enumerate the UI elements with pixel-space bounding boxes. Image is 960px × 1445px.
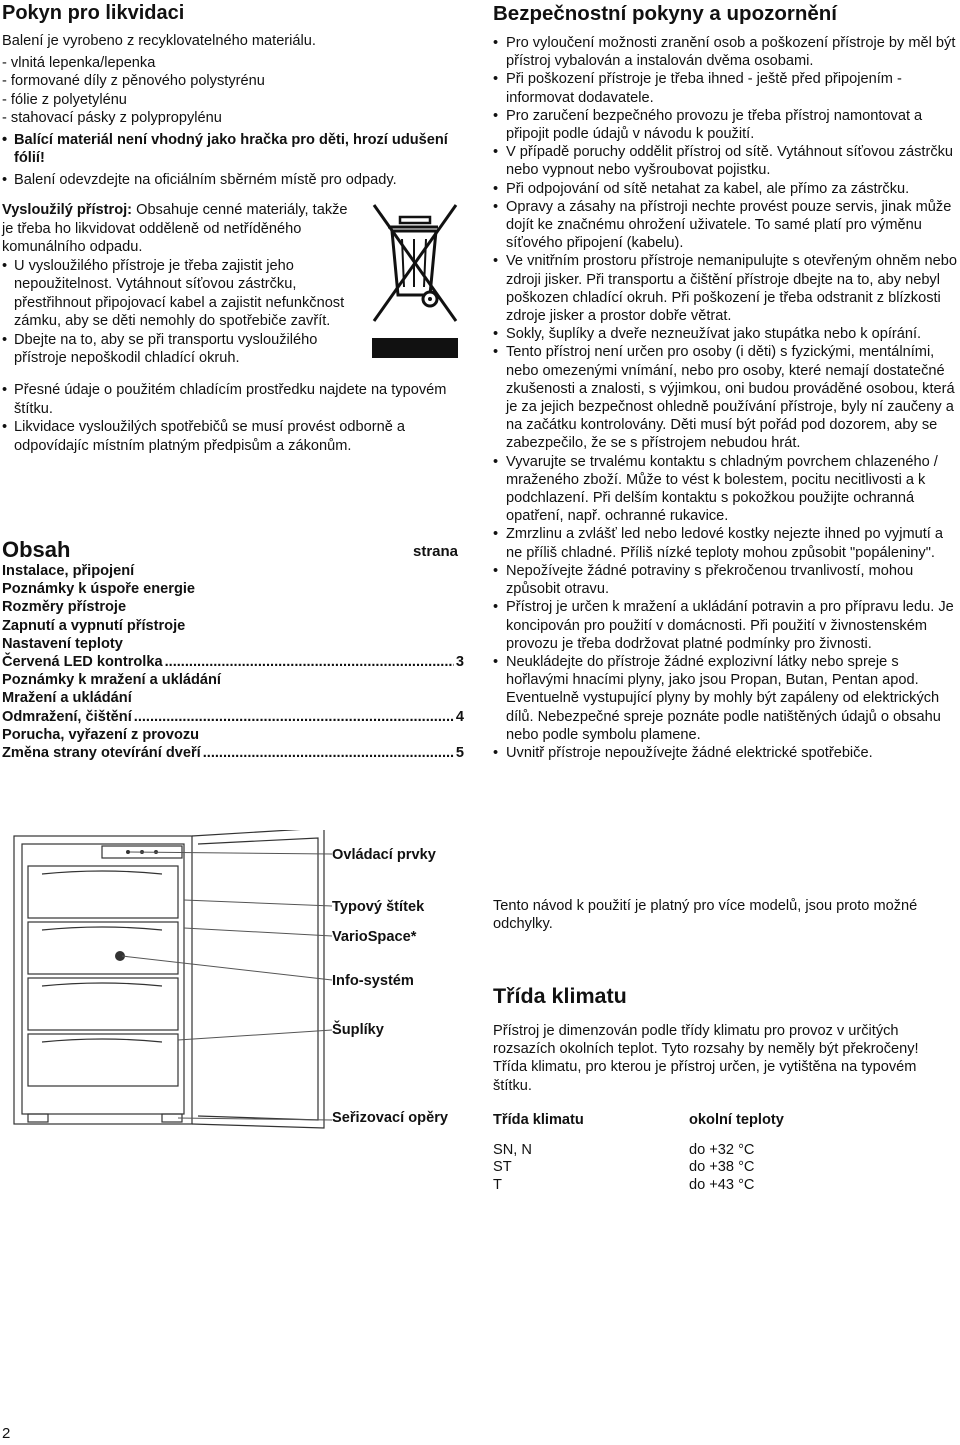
safety-item: • Zmrzlinu a zvlášť led nebo ledové kostky nejezte ihned po vyjmutí a ne příliš chladné. Příliš nízké teploty mohou způsobit "popáleniny".	[493, 525, 958, 561]
table-header-row	[493, 1112, 784, 1142]
page-column-label: strana	[413, 543, 459, 560]
climate-class: T	[493, 1176, 502, 1193]
table-row	[493, 1142, 784, 1160]
label-adjustable-feet: Seřizovací opěry	[332, 1110, 448, 1126]
safety-heading: Bezpečnostní pokyny a upozornění	[493, 2, 837, 25]
safety-item: • Při poškození přístroje je třeba ihned - ještě před připojením - informovat dodavatele.	[493, 70, 958, 106]
column-header: okolní teploty	[689, 1112, 784, 1128]
safety-item: • Ve vnitřním prostoru přístroje nemanipulujte s otevřeným ohněm nebo zdroji jisker. Při transportu a čištění přístroje dbejte na to, aby nebyl poškozen chladící okruh. Při poškození je třeba odstranit z blízkosti zdroje jisker a prostor dobře větrat.	[493, 252, 958, 325]
toc-item[interactable]: Instalace, připojení	[2, 563, 135, 579]
safety-item: • Opravy a zásahy na přístroji nechte provést pouze servis, jinak může dojít ke značnému ohrožení uživatele. To samé platí pro výměnu síťového připojení (kabelu).	[493, 198, 958, 253]
safety-item: • Tento přístroj není určen pro osoby (i děti) s fyzickými, mentálními, nebo omezenými vnímání, nebo pro osoby, které nemají dostatečné zkušenosti a znalosti, s výjimkou, oni budou prováděné osobou, která je za jejich bezpečnost ohledně používání přístroje, byly ní zaučeny a na začátku kontrolovány. Děti musí být pořád pod dozorem, aby se zabezpečilo, že se s přístrojem nebudou hrát.	[493, 343, 958, 452]
freezer-diagram	[2, 830, 332, 1130]
safety-item: • V případě poruchy oddělit přístroj od sítě. Vytáhnout síťovou zástrčku nebo vypnout nebo vyšroubovat pojistku.	[493, 143, 958, 179]
old-device-label: Vysloužilý přístroj:	[2, 202, 133, 218]
material-item: - vlnitá lepenka/lepenka	[2, 54, 156, 71]
packaging-intro: Balení je vyrobeno z recyklovatelného materiálu.	[2, 33, 316, 49]
toc-item[interactable]: Zapnutí a vypnutí přístroje	[2, 617, 186, 634]
old-device-bullet: • U vysloužilého přístroje je třeba zajistit jeho nepoužitelnost. Vytáhnout síťovou zástrčku, přestřihnout připojovací kabel a zajistit nefunkčnost zámku, aby se děti nemohly do spotřebiče zavřít.	[2, 257, 352, 331]
ambient-temperature: do +38 °C	[689, 1159, 755, 1175]
table-row	[493, 1159, 784, 1177]
safety-item: • Pro zaručení bezpečného provozu je třeba přístroj namontovat a připojit podle údajů v návodu k použití.	[493, 107, 958, 143]
warning-bullet: • Balící materiál není vhodný jako hračka pro děti, hrozí udušení fólií!	[2, 131, 472, 168]
ambient-temperature: do +32 °C	[689, 1141, 755, 1158]
old-device-bullet: • Dbejte na to, aby se při transportu vysloužilého přístroje nepoškodil chladící okruh.	[2, 331, 334, 368]
climate-class: ST	[493, 1159, 512, 1175]
label-info-system: Info-systém	[332, 973, 414, 989]
ambient-temperature: do +43 °C	[689, 1176, 755, 1193]
safety-item: • Neukládejte do přístroje žádné explozivní látky nebo spreje s hořlavými hnacími plyny, jako jsou Propan, Butan, Pentan apod. Eventuelně vystupující plyny by mohly být zapáleny od elektrických dílů. Nebezpečné spreje poznáte podle natištěných údajů o obsahu nebo podle symbolu plamene.	[493, 653, 958, 744]
toc-item[interactable]: Porucha, vyřazení z provozu	[2, 726, 200, 743]
label-type-plate: Typový štítek	[332, 899, 425, 915]
crossed-bin-icon	[372, 203, 458, 358]
toc-item[interactable]: Nastavení teploty	[2, 635, 123, 652]
climate-table	[493, 1112, 784, 1194]
old-device-section	[2, 201, 352, 368]
climate-text: Přístroj je dimenzován podle třídy klimatu pro provoz v určitých rozsazích okolních teplot. Tyto rozsahy by neměly být překročeny! Třída klimatu, pro kterou je přístroj určen, je vytištěna na typovém štítku.	[493, 1023, 919, 1094]
table-row	[493, 1177, 784, 1195]
toc-item[interactable]: Mražení a ukládání	[2, 690, 132, 707]
label-controls: Ovládací prvky	[332, 847, 436, 863]
climate-class: SN, N	[493, 1141, 532, 1158]
toc-item[interactable]: Rozměry přístroje	[2, 599, 127, 616]
toc-item[interactable]: Změna strany otevírání dveří ..... 5	[2, 744, 464, 762]
label-drawers: Šuplíky	[332, 1022, 384, 1038]
disposal-heading: Pokyn pro likvidaci	[2, 2, 185, 24]
old-device-paragraph	[2, 201, 352, 257]
toc-item[interactable]: Červená LED kontrolka ..... 3	[2, 653, 464, 671]
old-device-bullet: • Likvidace vysloužilých spotřebičů se musí provést odborně a odpovídajíc místním platným předpisům a zákonům.	[2, 418, 457, 455]
safety-item: • Pro vyloučení možnosti zranění osob a poškození přístroje by měl být přístroj vybalován a instalován dvěma osobami.	[493, 34, 958, 70]
safety-item: • Uvnitř přístroje nepoužívejte žádné elektrické spotřebiče.	[493, 744, 958, 762]
climate-heading: Třída klimatu	[493, 984, 627, 1008]
safety-list	[493, 34, 958, 762]
material-item: - formované díly z pěnového polystyrénu	[2, 73, 265, 89]
material-item: - stahovací pásky z polypropylénu	[2, 110, 222, 126]
return-bullet: • Balení odevzdejte na oficiálním sběrném místě pro odpady.	[2, 171, 472, 190]
safety-item: • Nepožívejte žádné potraviny s překročenou trvanlivostí, mohou způsobit otravu.	[493, 562, 958, 598]
label-variospace: VarioSpace*	[332, 929, 417, 945]
disposal-section	[2, 32, 472, 189]
table-of-contents	[2, 562, 464, 762]
safety-item: • Sokly, šuplíky a dveře nezneužívat jako stupátka nebo k opírání.	[493, 325, 958, 343]
old-device-text: Obsahuje cenné materiály, takže je třeba ho likvidovat odděleně od netříděného komunálního odpadu.	[2, 202, 348, 255]
safety-item: • Přístroj je určen k mražení a ukládání potravin a pro přípravu ledu. Je koncipován pro použití v domácnosti. Při použití v živnostenském provozu je třeba dodržovat platné podmínky pro živnosti.	[493, 598, 958, 653]
column-header: Třída klimatu	[493, 1112, 584, 1128]
contents-heading: Obsah	[2, 537, 71, 562]
page-number: 2	[2, 1425, 11, 1442]
toc-item[interactable]: Poznámky k mražení a ukládání	[2, 672, 221, 689]
old-device-bullet: • Přesné údaje o použitém chladícím prostředku najdete na typovém štítku.	[2, 381, 457, 418]
toc-item[interactable]: Poznámky k úspoře energie	[2, 581, 196, 598]
material-item: - fólie z polyetylénu	[2, 91, 127, 108]
safety-item: • Při odpojování od sítě netahat za kabel, ale přímo za zástrčku.	[493, 180, 958, 198]
model-note: Tento návod k použití je platný pro více modelů, jsou proto možné odchylky.	[493, 898, 918, 933]
safety-item: • Vyvarujte se trvalému kontaktu s chladným povrchem chlazeného / mraženého zboží. Může to vést k bolestem, pocitu necitlivosti a k podchlazení. Při delším kontaktu s pokožkou použijte ochranná opatření, např. ochranné rukavice.	[493, 453, 958, 526]
old-device-section-continued	[2, 381, 457, 455]
toc-item[interactable]: Odmražení, čištění ..... 4	[2, 708, 464, 726]
